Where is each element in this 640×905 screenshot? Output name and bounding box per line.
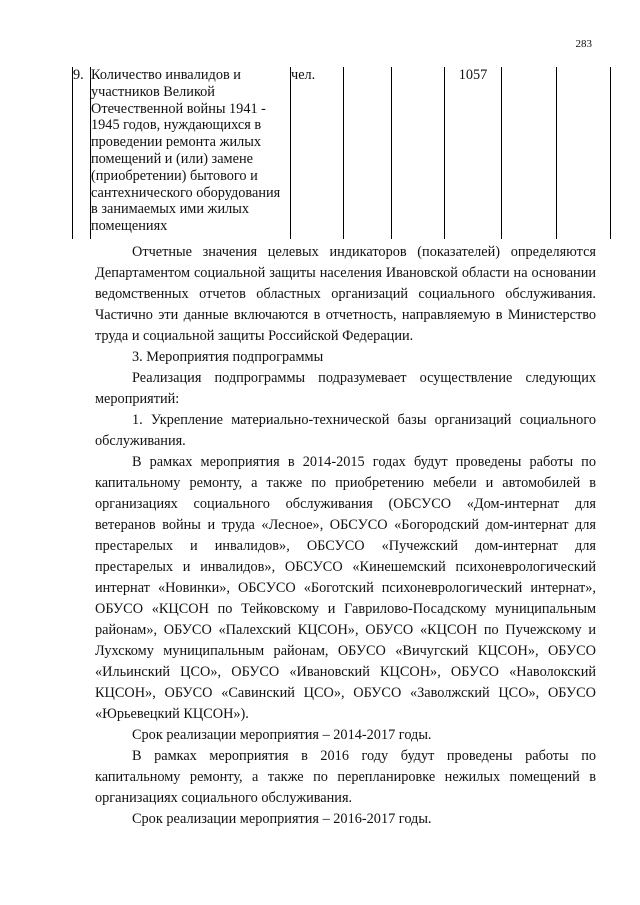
- paragraph-activity-1-details: В рамках мероприятия в 2014-2015 годах будут проведены работы по капитальному ремонту, а также по приобретению мебели и автомобилей в организациях социального обслуживания (ОБСУСО «Дом-интернат для ветеранов войны и труда «Лесное», ОБСУСО «Богородский дом-интернат для престарелых и инвалидов», ОБСУСО «Пучежский дом-интернат для престарелых и инвалидов», ОБСУСО «Кинешемский психоневрологический интернат «Новинки», ОБСУСО «Боготский психоневрологический интернат», ОБУСО «КЦСОН по Тейковскому и Гаврилово-Посадскому муниципальным районам», ОБУСО «Палехский КЦСОН», ОБУСО «КЦСОН по Пучежскому и Лухскому муниципальным районам, ОБУСО «Вичугский КЦСОН», ОБУСО «Ильинский ЦСО», ОБУСО «Ивановский КЦСОН», ОБУСО «Наволокский КЦСОН», ОБУСО «Савинский ЦСО», ОБУСО «Заволжский ЦСО», ОБУСО «Юрьевецкий КЦСОН»).: [95, 454, 596, 722]
- indicator-unit: чел.: [291, 67, 344, 239]
- empty-cell: [557, 67, 611, 239]
- paragraph-deadline-2: Срок реализации мероприятия – 2016-2017 годы.: [132, 811, 432, 827]
- empty-cell: [344, 67, 392, 239]
- table-row: [73, 67, 611, 239]
- row-number: 9.: [73, 67, 91, 239]
- paragraph-activity-1: 1. Укрепление материально-технической базы организаций социального обслуживания.: [95, 412, 596, 449]
- paragraph-activities-intro: Реализация подпрограммы подразумевает осуществление следующих мероприятий:: [95, 370, 596, 407]
- section-heading: 3. Мероприятия подпрограммы: [132, 349, 324, 365]
- paragraph-activity-2016: В рамках мероприятия в 2016 году будут проведены работы по капитальному ремонту, а также по перепланировке нежилых помещений в организациях социального обслуживания.: [95, 748, 596, 806]
- paragraph-indicators-source: Отчетные значения целевых индикаторов (показателей) определяются Департаментом социальной защиты населения Ивановской области на основании ведомственных отчетов областных организаций социального обслуживания. Частично эти данные включаются в отчетность, направляемую в Министерство труда и социальной защиты Российской Федерации.: [95, 244, 596, 344]
- body-text: [95, 242, 596, 830]
- indicator-table: [72, 67, 611, 239]
- indicator-value: 1057: [445, 67, 502, 239]
- empty-cell: [392, 67, 445, 239]
- empty-cell: [502, 67, 557, 239]
- paragraph-deadline-1: Срок реализации мероприятия – 2014-2017 годы.: [132, 727, 432, 743]
- indicator-description: Количество инвалидов и участников Великой Отечественной войны 1941 - 1945 годов, нуждающихся в проведении ремонта жилых помещений и (или) замене (приобретении) бытового и сантехнического оборудования в занимаемых ими жилых помещениях: [91, 67, 291, 239]
- page-number: 283: [575, 38, 592, 50]
